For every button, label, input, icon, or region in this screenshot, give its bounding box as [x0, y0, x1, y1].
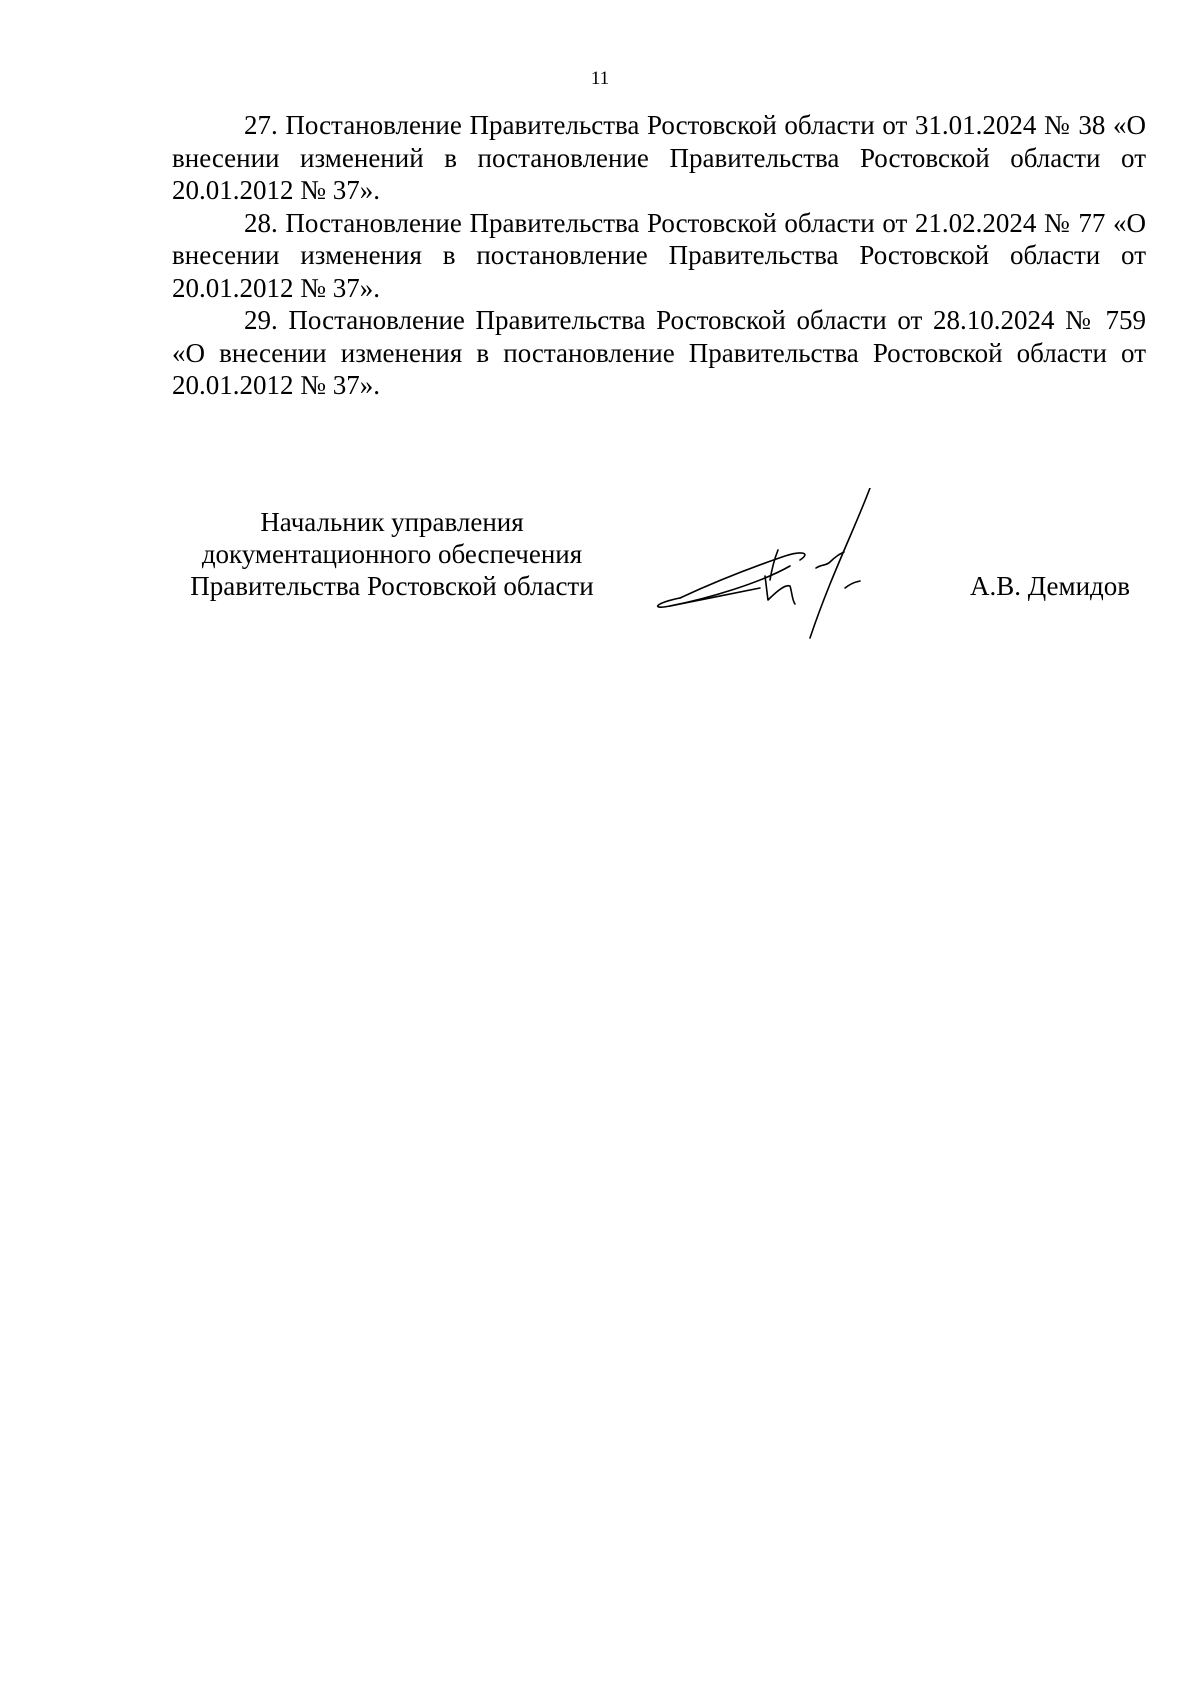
item-text: Постановление Правительства Ростовской области от 28.10.2024 № 759 «О внесении изменения в постановление Правительства Ростовской области от 20.01.2012 № 37». — [172, 305, 1146, 400]
item-number: 28. — [244, 207, 278, 238]
document-list — [172, 109, 1146, 402]
item-text: Постановление Правительства Ростовской области от 21.02.2024 № 77 «О внесении изменения в постановление Правительства Ростовской области от 20.01.2012 № 37». — [172, 207, 1147, 303]
item-number: 27. — [244, 110, 278, 140]
position-line: Правительства Ростовской области — [190, 571, 594, 601]
list-item — [172, 304, 1146, 402]
list-item — [172, 109, 1146, 207]
position-line: документационного обеспечения — [201, 539, 583, 569]
handwritten-signature — [640, 488, 940, 658]
item-number: 29. — [244, 305, 278, 335]
page-number: 11 — [590, 68, 610, 89]
item-text: Постановление Правительства Ростовской области от 31.01.2024 № 38 «О внесении изменений в постановление Правительства Ростовской области от 20.01.2012 № 37». — [172, 110, 1147, 205]
signer-position — [172, 506, 612, 602]
signer-name: А.В. Демидов — [970, 571, 1131, 601]
position-line: Начальник управления — [260, 507, 524, 537]
list-item — [172, 207, 1146, 305]
